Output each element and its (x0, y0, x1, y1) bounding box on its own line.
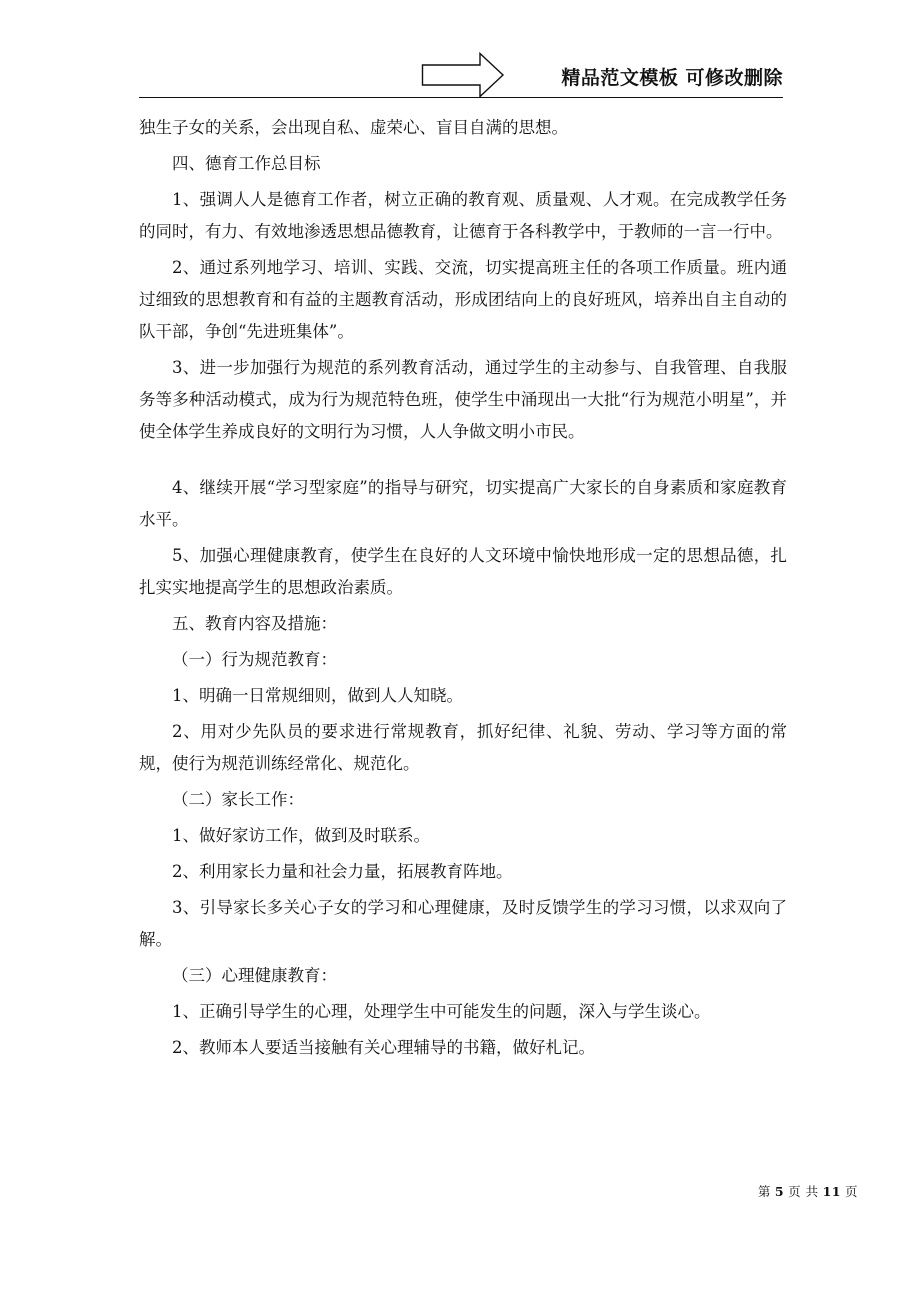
paragraph-continuation: 独生子女的关系，会出现自私、虚荣心、盲目自满的思想。 (139, 118, 568, 137)
footer-current-page: 5 (774, 1184, 785, 1199)
parents-item-1: 1、做好家访工作，做到及时联系。 (172, 826, 430, 845)
header-rule (139, 97, 783, 98)
parents-item-2: 2、利用家长力量和社会力量，拓展教育阵地。 (172, 862, 513, 881)
subheading-mental-health: （三）心理健康教育： (172, 966, 337, 985)
goal-item-2: 2、通过系列地学习、培训、实践、交流，切实提高班主任的各项工作质量。班内通过细致的思想教育和有益的主题教育活动，形成团结向上的良好班风，培养出自主自动的队干部，争创“先进班集体”。 (139, 258, 787, 341)
goal-item-1: 1、强调人人是德育工作者，树立正确的教育观、质量观、人才观。在完成教学任务的同时，有力、有效地渗透思想品德教育，让德育于各科教学中，于教师的一言一行中。 (139, 190, 787, 241)
mental-health-item-1: 1、正确引导学生的心理，处理学生中可能发生的问题，深入与学生谈心。 (172, 1002, 711, 1021)
goal-item-5: 5、加强心理健康教育，使学生在良好的人文环境中愉快地形成一定的思想品德，扎扎实实地提高学生的思想政治素质。 (139, 546, 787, 597)
document-body (139, 112, 787, 1068)
subheading-parents: （二）家长工作： (172, 790, 304, 809)
behavior-item-1: 1、明确一日常规细则，做到人人知晓。 (172, 686, 463, 705)
footer-prefix: 第 (757, 1184, 771, 1199)
goal-item-4: 4、继续开展“学习型家庭”的指导与研究，切实提高广大家长的自身素质和家庭教育水平。 (139, 478, 787, 529)
mental-health-item-2: 2、教师本人要适当接触有关心理辅导的书籍，做好札记。 (172, 1038, 595, 1057)
footer-middle: 页 共 (788, 1184, 819, 1199)
footer-total-pages: 11 (822, 1184, 841, 1199)
section-heading-goals: 四、德育工作总目标 (172, 154, 321, 173)
page-number-footer (758, 1182, 858, 1200)
section-heading-measures: 五、教育内容及措施： (172, 614, 337, 633)
goal-item-3: 3、进一步加强行为规范的系列教育活动，通过学生的主动参与、自我管理、自我服务等多种活动模式，成为行为规范特色班，使学生中涌现出一大批“行为规范小明星”，并使全体学生养成良好的文明行为习惯，人人争做文明小市民。 (139, 358, 787, 441)
subheading-behavior: （一）行为规范教育： (172, 650, 337, 669)
parents-item-3: 3、引导家长多关心子女的学习和心理健康，及时反馈学生的学习习惯，以求双向了解。 (139, 898, 787, 949)
footer-suffix: 页 (844, 1184, 858, 1199)
behavior-item-2: 2、用对少先队员的要求进行常规教育，抓好纪律、礼貌、劳动、学习等方面的常规，使行为规范训练经常化、规范化。 (139, 722, 787, 773)
header-title: 精品范文模板 可修改删除 (561, 67, 783, 89)
page-header (139, 52, 783, 98)
right-arrow-icon (421, 52, 505, 98)
